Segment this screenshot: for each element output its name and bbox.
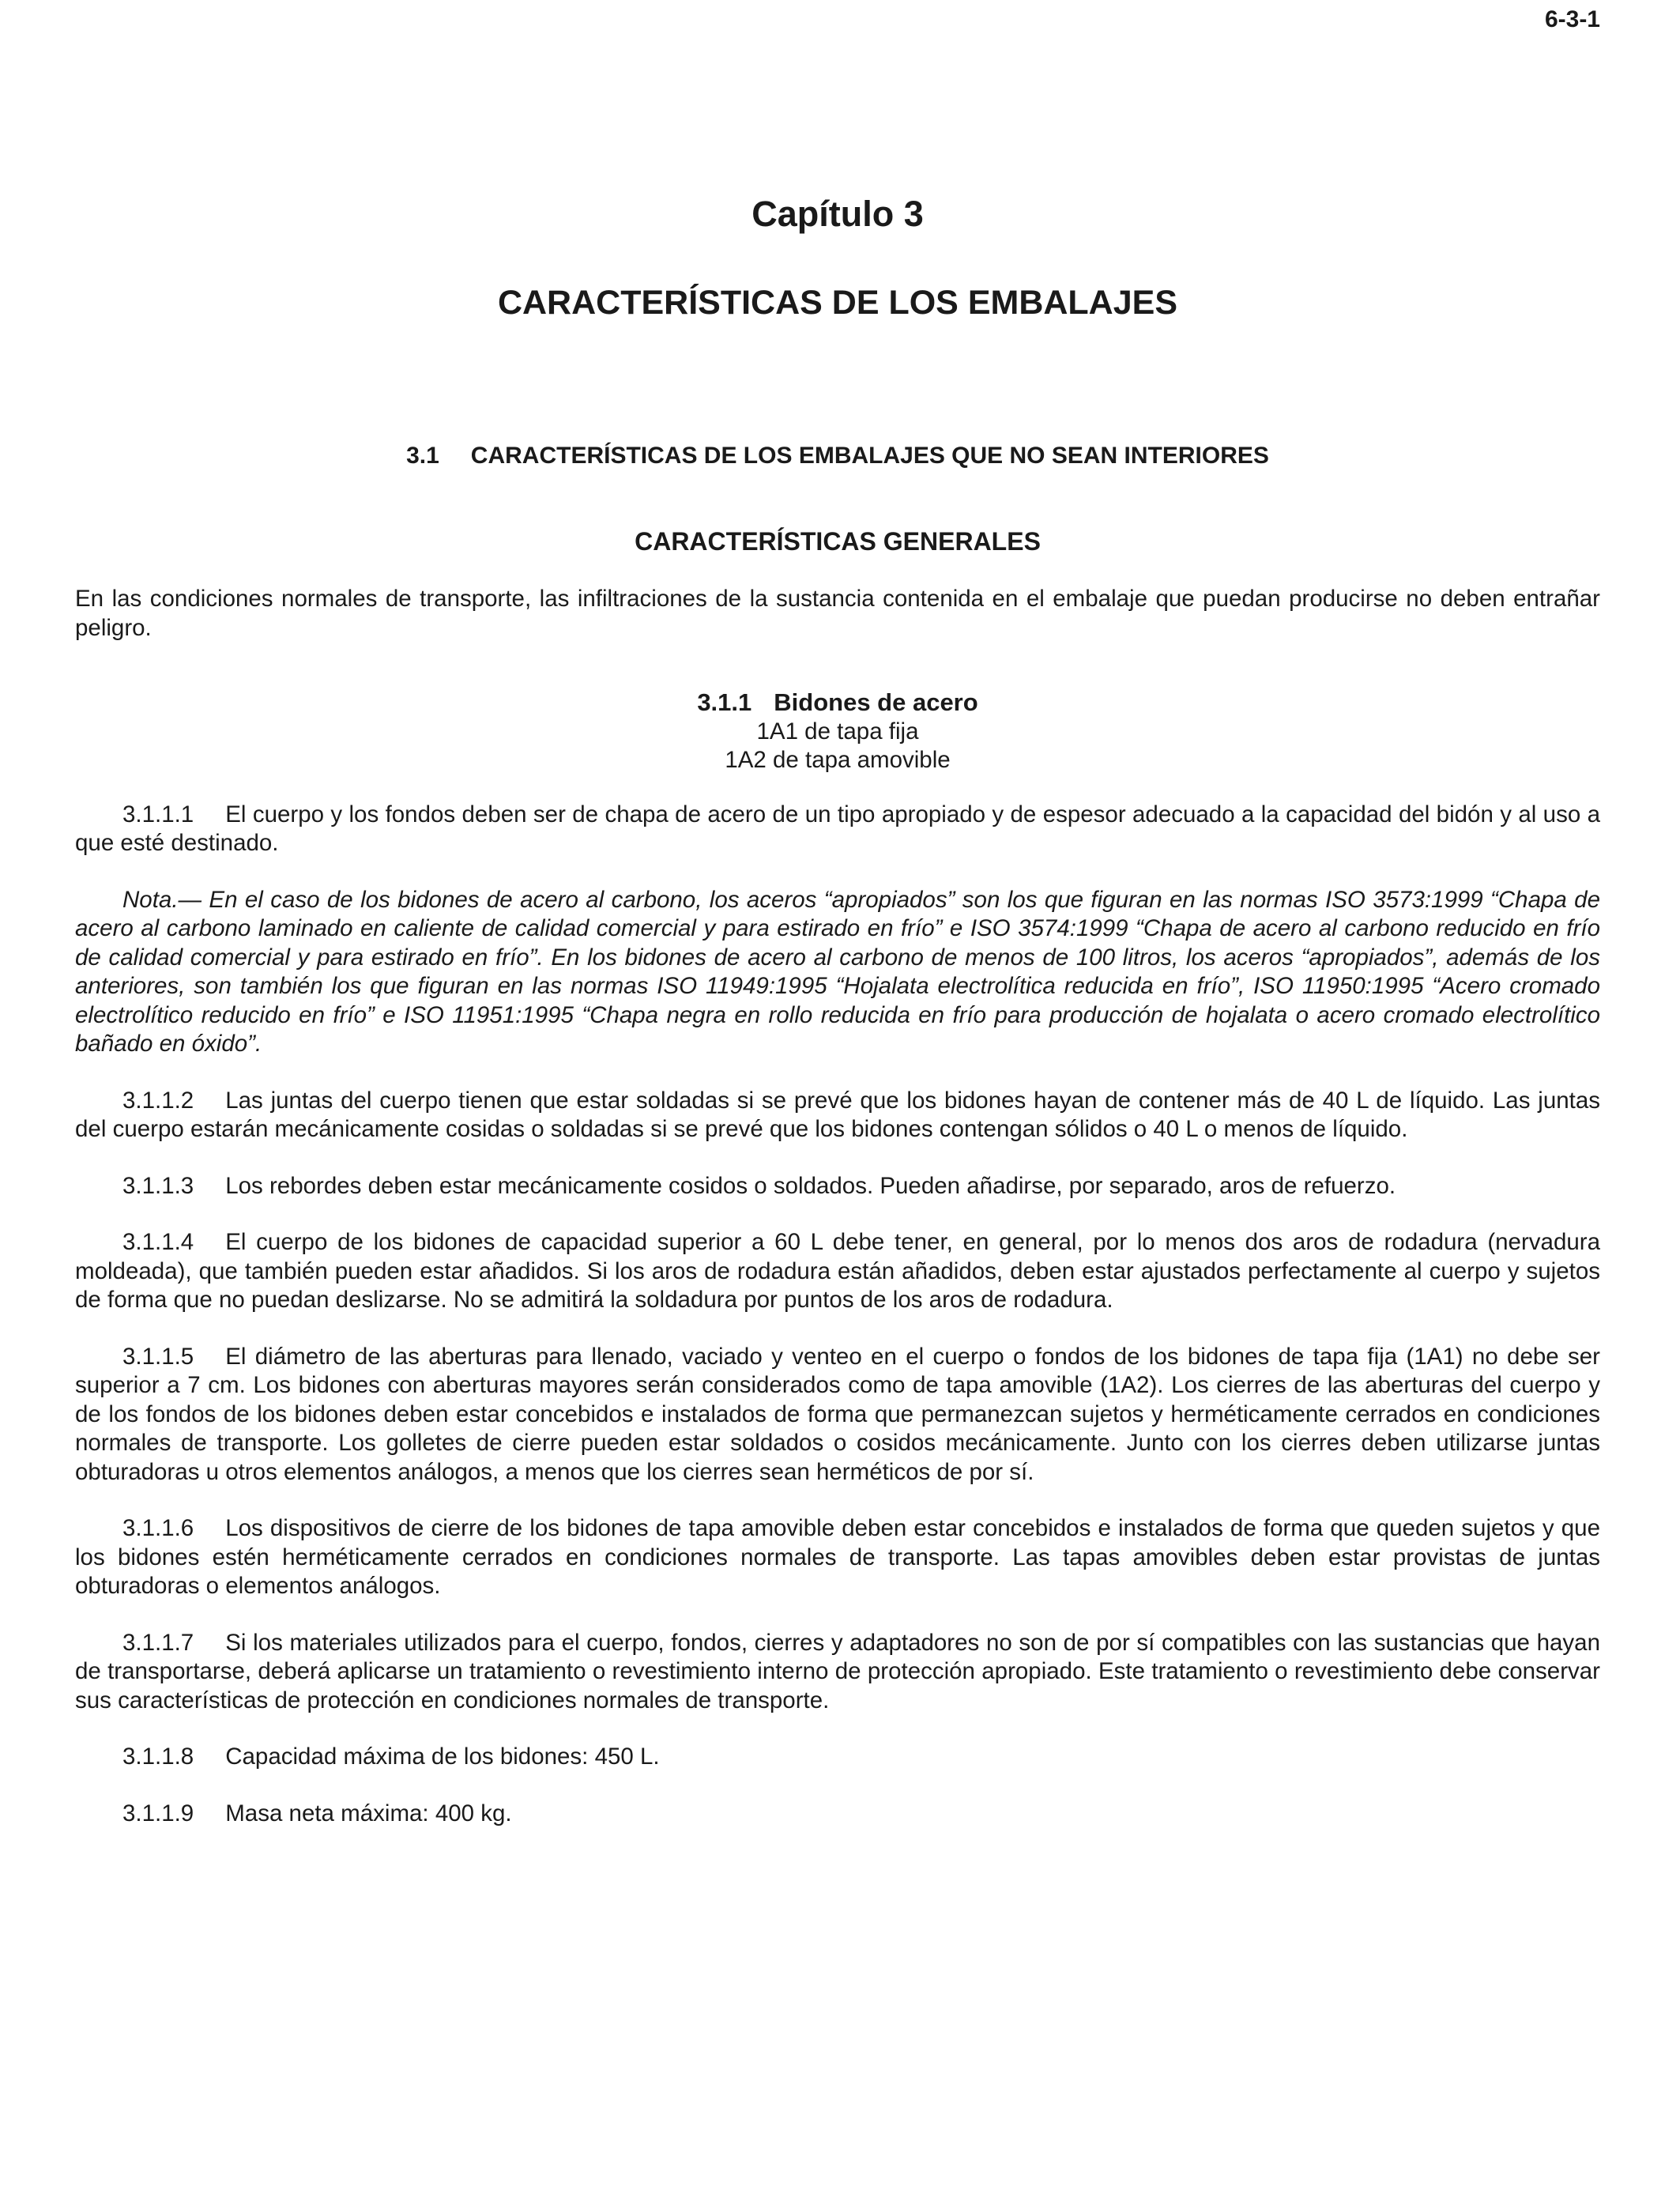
paragraph-text: Los dispositivos de cierre de los bidones de tapa amovible deben estar concebidos e instalados de forma que queden sujetos y que los bidones estén herméticamente cerrados en condiciones normales de transporte. Las tapas amovibles deben estar provistas de juntas obturadoras o elementos análogos.: [75, 1515, 1600, 1599]
paragraph-text: El diámetro de las aberturas para llenado, vaciado y venteo en el cuerpo o fondos de los bidones de tapa fija (1A1) no debe ser superior a 7 cm. Los bidones con aberturas mayores serán considerados como de tapa amovible (1A2). Los cierres de las aberturas del cuerpo y de los fondos de los bidones deben estar concebidos e instalados de forma que permanezcan sujetos y herméticamente cerrados en condiciones normales de transporte. Los golletes de cierre pueden estar soldados o cosidos mecánicamente. Junto con los cierres deben utilizarse juntas obturadoras u otros elementos análogos, a menos que los cierres sean herméticos de por sí.: [75, 1343, 1600, 1485]
section-title: CARACTERÍSTICAS DE LOS EMBALAJES QUE NO SEAN INTERIORES: [470, 443, 1269, 469]
paragraph-3-1-1-4: [75, 1228, 1600, 1315]
paragraph-3-1-1-8: [75, 1743, 1600, 1772]
chapter-subtitle: CARACTERÍSTICAS DE LOS EMBALAJES: [497, 284, 1178, 322]
subsection-title: Bidones de acero: [774, 688, 978, 716]
paragraph-3-1-1-6: [75, 1514, 1600, 1601]
paragraph-number: 3.1.1.7: [122, 1629, 194, 1656]
paragraph-text: El cuerpo de los bidones de capacidad superior a 60 L debe tener, en general, por lo menos dos aros de rodadura (nervadura moldeada), que también pueden estar añadidos. Si los aros de rodadura están añadidos, deben estar ajustados perfectamente al cuerpo y sujetos de forma que no puedan deslizarse. No se admitirá la soldadura por puntos de los aros de rodadura.: [75, 1229, 1600, 1313]
note-lead: Nota.—: [122, 886, 202, 913]
subsection-title-line: [75, 688, 1600, 718]
body-text: [75, 585, 1600, 1856]
paragraph-number: 3.1.1.3: [122, 1172, 194, 1199]
paragraph-3-1-1-1: [75, 801, 1600, 858]
paragraph-number: 3.1.1.8: [122, 1744, 194, 1770]
paragraph-text: Los rebordes deben estar mecánicamente cosidos o soldados. Pueden añadirse, por separado, aros de refuerzo.: [225, 1172, 1396, 1199]
page-number: 6-3-1: [1544, 6, 1600, 32]
paragraph-3-1-1-2: [75, 1087, 1600, 1144]
paragraph-number: 3.1.1.6: [122, 1515, 194, 1541]
paragraph-number: 3.1.1.2: [122, 1087, 194, 1114]
paragraph-3-1-1-7: [75, 1629, 1600, 1716]
document-page: [75, 0, 1600, 2194]
paragraph-text: Las juntas del cuerpo tienen que estar soldadas si se prevé que los bidones hayan de contener más de 40 L de líquido. Las juntas del cuerpo estarán mecánicamente cosidas o soldadas si se prevé que los bidones contengan sólidos o 40 L o menos de líquido.: [75, 1087, 1600, 1142]
paragraph-3-1-1-3: [75, 1172, 1600, 1201]
paragraph-number: 3.1.1.4: [122, 1229, 194, 1255]
general-heading: CARACTERÍSTICAS GENERALES: [635, 527, 1041, 556]
subsection-line-2: 1A2 de tapa amovible: [725, 747, 951, 773]
paragraph-text: Masa neta máxima: 400 kg.: [225, 1800, 512, 1826]
paragraph-text: El cuerpo y los fondos deben ser de chapa de acero de un tipo apropiado y de espesor adecuado a la capacidad del bidón y al uso a que esté destinado.: [75, 801, 1600, 856]
chapter-title: Capítulo 3: [751, 194, 924, 234]
paragraph-3-1-1-9: [75, 1800, 1600, 1829]
intro-paragraph: En las condiciones normales de transporte, las infiltraciones de la sustancia contenida en el embalaje que puedan producirse no deben entrañar peligro.: [75, 586, 1600, 641]
paragraph-number: 3.1.1.5: [122, 1343, 194, 1370]
section-number: 3.1: [406, 443, 439, 469]
paragraph-number: 3.1.1.1: [122, 801, 194, 827]
section-heading: [75, 444, 1600, 468]
paragraph-text: Si los materiales utilizados para el cuerpo, fondos, cierres y adaptadores no son de por sí compatibles con las sustancias que hayan de transportarse, deberá aplicarse un tratamiento o revestimiento interno de protección apropiado. Este tratamiento o revestimiento debe conservar sus características de protección en condiciones normales de transporte.: [75, 1629, 1600, 1713]
paragraph-number: 3.1.1.9: [122, 1800, 194, 1826]
paragraph-3-1-1-5: [75, 1343, 1600, 1487]
subsection-number: 3.1.1: [697, 688, 752, 716]
paragraph-text: Capacidad máxima de los bidones: 450 L.: [225, 1744, 660, 1770]
note-text: En el caso de los bidones de acero al carbono, los aceros “apropiados” son los que figuran en las normas ISO 3573:1999 “Chapa de acero al carbono laminado en caliente de calidad comercial y para estirado en frío” e ISO 3574:1999 “Chapa de acero al carbono reducido en frío de calidad comercial y para estirado en frío”. En los bidones de acero al carbono de menos de 100 litros, los aceros “apropiados”, además de los anteriores, son también los que figuran en las normas ISO 11949:1995 “Hojalata electrolítica reducida en frío”, ISO 11950:1995 “Acero cromado electrolítico reducido en frío” e ISO 11951:1995 “Chapa negra en rollo reducida en frío para producción de hojalata o acero cromado electrolítico bañado en óxido”.: [75, 886, 1600, 1057]
note-paragraph: [75, 886, 1600, 1059]
subsection-heading: [75, 688, 1600, 775]
subsection-line-1: 1A1 de tapa fija: [756, 718, 919, 745]
